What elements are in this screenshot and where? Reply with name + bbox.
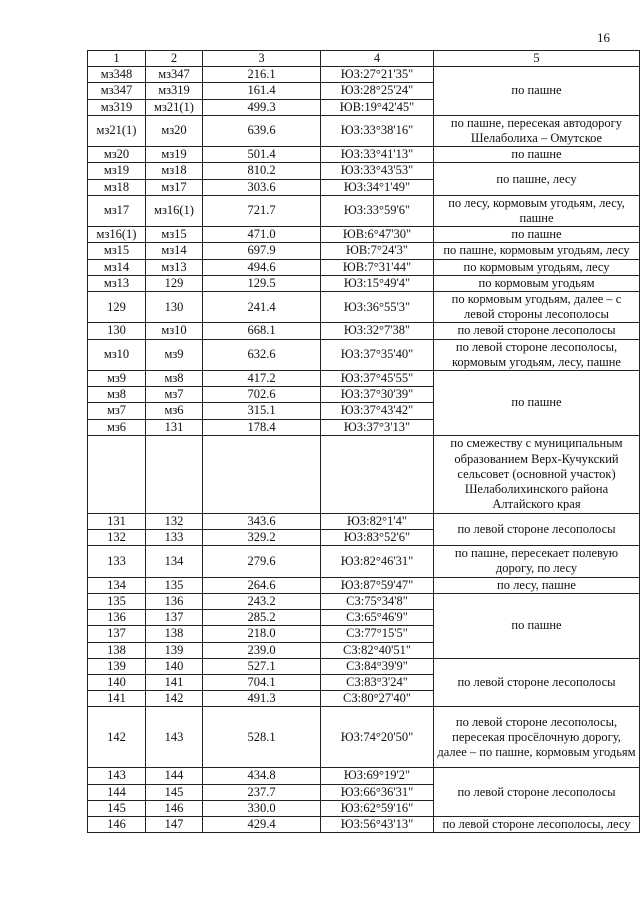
- bearing-cell: ЮЗ:82°46'31": [321, 546, 434, 577]
- point-to-cell: 142: [146, 691, 203, 707]
- length-cell: 129.5: [203, 275, 321, 291]
- point-from-cell: 131: [88, 513, 146, 529]
- description-cell: по пашне: [434, 227, 640, 243]
- bearing-cell: ЮЗ:37°45'55": [321, 371, 434, 387]
- bearing-cell: ЮЗ:33°38'16": [321, 115, 434, 146]
- point-from-cell: 143: [88, 768, 146, 784]
- point-from-cell: мз14: [88, 259, 146, 275]
- bearing-cell: ЮВ:6°47'30": [321, 227, 434, 243]
- point-to-cell: 145: [146, 784, 203, 800]
- point-to-cell: мз13: [146, 259, 203, 275]
- point-from-cell: мз7: [88, 403, 146, 419]
- point-to-cell: 133: [146, 530, 203, 546]
- length-cell: 721.7: [203, 195, 321, 226]
- boundary-table: [87, 50, 640, 833]
- point-from-cell: 134: [88, 577, 146, 593]
- bearing-cell: ЮЗ:34°1'49": [321, 179, 434, 195]
- point-from-cell: мз348: [88, 67, 146, 83]
- bearing-cell: ЮВ:7°24'3": [321, 243, 434, 259]
- point-from-cell: 142: [88, 707, 146, 768]
- description-cell: по левой стороне лесополосы, лесу: [434, 816, 640, 832]
- description-cell: по лесу, кормовым угодьям, лесу, пашне: [434, 195, 640, 226]
- point-from-cell: 132: [88, 530, 146, 546]
- length-cell: 218.0: [203, 626, 321, 642]
- description-cell: по пашне, пересекает полевую дорогу, по лесу: [434, 546, 640, 577]
- table-row: [88, 243, 640, 259]
- point-to-cell: 136: [146, 593, 203, 609]
- point-from-cell: 137: [88, 626, 146, 642]
- length-cell: 528.1: [203, 707, 321, 768]
- point-to-cell: мз319: [146, 83, 203, 99]
- point-from-cell: мз20: [88, 147, 146, 163]
- point-from-cell: мз21(1): [88, 115, 146, 146]
- length-cell: 501.4: [203, 147, 321, 163]
- length-cell: 303.6: [203, 179, 321, 195]
- length-cell: 315.1: [203, 403, 321, 419]
- table-row: [88, 816, 640, 832]
- point-to-cell: 132: [146, 513, 203, 529]
- length-cell: 697.9: [203, 243, 321, 259]
- description-cell: по левой стороне лесополосы, пересекая просёлочную дорогу, далее – по пашне, кормовым угодьям: [434, 707, 640, 768]
- point-to-cell: мз18: [146, 163, 203, 179]
- point-from-cell: [88, 435, 146, 513]
- point-to-cell: 141: [146, 674, 203, 690]
- bearing-cell: ЮВ:19°42'45": [321, 99, 434, 115]
- point-to-cell: 144: [146, 768, 203, 784]
- table-row: [88, 435, 640, 513]
- length-cell: 702.6: [203, 387, 321, 403]
- bearing-cell: СЗ:75°34'8": [321, 593, 434, 609]
- point-from-cell: 146: [88, 816, 146, 832]
- bearing-cell: ЮЗ:37°35'40": [321, 339, 434, 370]
- point-to-cell: 129: [146, 275, 203, 291]
- bearing-cell: ЮЗ:56°43'13": [321, 816, 434, 832]
- point-to-cell: 134: [146, 546, 203, 577]
- page-number: 16: [597, 30, 610, 45]
- length-cell: 471.0: [203, 227, 321, 243]
- length-cell: 279.6: [203, 546, 321, 577]
- point-from-cell: мз13: [88, 275, 146, 291]
- length-cell: 285.2: [203, 610, 321, 626]
- bearing-cell: ЮЗ:87°59'47": [321, 577, 434, 593]
- point-to-cell: мз14: [146, 243, 203, 259]
- table-row: [88, 163, 640, 179]
- length-cell: 632.6: [203, 339, 321, 370]
- point-to-cell: мз21(1): [146, 99, 203, 115]
- table-row: [88, 707, 640, 768]
- point-from-cell: мз15: [88, 243, 146, 259]
- point-from-cell: мз8: [88, 387, 146, 403]
- point-to-cell: мз15: [146, 227, 203, 243]
- point-from-cell: 144: [88, 784, 146, 800]
- description-cell: по пашне, пересекая автодорогу Шелаболиха – Омутское: [434, 115, 640, 146]
- point-to-cell: 139: [146, 642, 203, 658]
- length-cell: 494.6: [203, 259, 321, 275]
- table-header-row: [88, 51, 640, 67]
- point-from-cell: мз19: [88, 163, 146, 179]
- point-to-cell: 146: [146, 800, 203, 816]
- description-cell: по пашне: [434, 593, 640, 658]
- description-cell: по кормовым угодьям: [434, 275, 640, 291]
- point-to-cell: [146, 435, 203, 513]
- point-from-cell: 138: [88, 642, 146, 658]
- table-row: [88, 67, 640, 83]
- bearing-cell: ЮЗ:28°25'24": [321, 83, 434, 99]
- point-to-cell: 138: [146, 626, 203, 642]
- point-from-cell: мз16(1): [88, 227, 146, 243]
- bearing-cell: ЮЗ:62°59'16": [321, 800, 434, 816]
- length-cell: [203, 435, 321, 513]
- length-cell: 237.7: [203, 784, 321, 800]
- bearing-cell: ЮЗ:37°43'42": [321, 403, 434, 419]
- table-row: [88, 658, 640, 674]
- bearing-cell: ЮЗ:69°19'2": [321, 768, 434, 784]
- table-row: [88, 115, 640, 146]
- point-from-cell: мз9: [88, 371, 146, 387]
- bearing-cell: ЮЗ:33°43'53": [321, 163, 434, 179]
- length-cell: 499.3: [203, 99, 321, 115]
- table-row: [88, 593, 640, 609]
- point-from-cell: 139: [88, 658, 146, 674]
- bearing-cell: СЗ:82°40'51": [321, 642, 434, 658]
- length-cell: 639.6: [203, 115, 321, 146]
- table-row: [88, 323, 640, 339]
- point-to-cell: мз19: [146, 147, 203, 163]
- description-cell: по пашне, лесу: [434, 163, 640, 195]
- table-row: [88, 513, 640, 529]
- point-to-cell: мз17: [146, 179, 203, 195]
- point-from-cell: 140: [88, 674, 146, 690]
- description-cell: по смежеству с муниципальным образованием Верх-Кучукский сельсовет (основной участок) Шелаболихинского района Алтайского края: [434, 435, 640, 513]
- description-cell: по кормовым угодьям, далее – с левой стороны лесополосы: [434, 292, 640, 323]
- description-cell: по левой стороне лесополосы, кормовым угодьям, лесу, пашне: [434, 339, 640, 370]
- point-from-cell: мз319: [88, 99, 146, 115]
- length-cell: 239.0: [203, 642, 321, 658]
- length-cell: 434.8: [203, 768, 321, 784]
- point-to-cell: 147: [146, 816, 203, 832]
- description-cell: по кормовым угодьям, лесу: [434, 259, 640, 275]
- length-cell: 243.2: [203, 593, 321, 609]
- length-cell: 264.6: [203, 577, 321, 593]
- length-cell: 417.2: [203, 371, 321, 387]
- point-to-cell: мз7: [146, 387, 203, 403]
- description-cell: по пашне: [434, 67, 640, 116]
- bearing-cell: ЮЗ:82°1'4": [321, 513, 434, 529]
- bearing-cell: ЮЗ:37°3'13": [321, 419, 434, 435]
- bearing-cell: [321, 435, 434, 513]
- point-to-cell: мз20: [146, 115, 203, 146]
- point-from-cell: мз347: [88, 83, 146, 99]
- point-to-cell: 135: [146, 577, 203, 593]
- bearing-cell: СЗ:65°46'9": [321, 610, 434, 626]
- point-from-cell: 130: [88, 323, 146, 339]
- length-cell: 810.2: [203, 163, 321, 179]
- bearing-cell: ЮЗ:36°55'3": [321, 292, 434, 323]
- table-row: [88, 339, 640, 370]
- length-cell: 161.4: [203, 83, 321, 99]
- point-to-cell: мз10: [146, 323, 203, 339]
- header-col-4: 4: [321, 51, 434, 67]
- bearing-cell: СЗ:83°3'24": [321, 674, 434, 690]
- point-from-cell: 129: [88, 292, 146, 323]
- length-cell: 178.4: [203, 419, 321, 435]
- length-cell: 491.3: [203, 691, 321, 707]
- point-from-cell: 136: [88, 610, 146, 626]
- bearing-cell: ЮЗ:83°52'6": [321, 530, 434, 546]
- length-cell: 330.0: [203, 800, 321, 816]
- table-row: [88, 546, 640, 577]
- bearing-cell: ЮЗ:33°59'6": [321, 195, 434, 226]
- point-to-cell: мз6: [146, 403, 203, 419]
- description-cell: по пашне: [434, 371, 640, 436]
- bearing-cell: ЮВ:7°31'44": [321, 259, 434, 275]
- point-to-cell: 130: [146, 292, 203, 323]
- description-cell: по левой стороне лесополосы: [434, 323, 640, 339]
- point-to-cell: мз347: [146, 67, 203, 83]
- description-cell: по левой стороне лесополосы: [434, 513, 640, 545]
- point-from-cell: 135: [88, 593, 146, 609]
- length-cell: 329.2: [203, 530, 321, 546]
- point-from-cell: мз17: [88, 195, 146, 226]
- length-cell: 429.4: [203, 816, 321, 832]
- bearing-cell: ЮЗ:32°7'38": [321, 323, 434, 339]
- bearing-cell: ЮЗ:66°36'31": [321, 784, 434, 800]
- length-cell: 704.1: [203, 674, 321, 690]
- point-from-cell: 145: [88, 800, 146, 816]
- point-from-cell: 141: [88, 691, 146, 707]
- table-row: [88, 768, 640, 784]
- point-to-cell: 137: [146, 610, 203, 626]
- bearing-cell: СЗ:77°15'5": [321, 626, 434, 642]
- bearing-cell: СЗ:80°27'40": [321, 691, 434, 707]
- point-from-cell: мз10: [88, 339, 146, 370]
- bearing-cell: ЮЗ:15°49'4": [321, 275, 434, 291]
- bearing-cell: ЮЗ:33°41'13": [321, 147, 434, 163]
- bearing-cell: ЮЗ:74°20'50": [321, 707, 434, 768]
- table-row: [88, 292, 640, 323]
- point-to-cell: мз16(1): [146, 195, 203, 226]
- description-cell: по лесу, пашне: [434, 577, 640, 593]
- length-cell: 241.4: [203, 292, 321, 323]
- point-from-cell: 133: [88, 546, 146, 577]
- length-cell: 343.6: [203, 513, 321, 529]
- table-row: [88, 147, 640, 163]
- length-cell: 527.1: [203, 658, 321, 674]
- header-col-2: 2: [146, 51, 203, 67]
- length-cell: 216.1: [203, 67, 321, 83]
- description-cell: по пашне, кормовым угодьям, лесу: [434, 243, 640, 259]
- description-cell: по левой стороне лесополосы: [434, 768, 640, 817]
- bearing-cell: СЗ:84°39'9": [321, 658, 434, 674]
- table-row: [88, 371, 640, 387]
- description-cell: по левой стороне лесополосы: [434, 658, 640, 707]
- header-col-1: 1: [88, 51, 146, 67]
- description-cell: по пашне: [434, 147, 640, 163]
- table-row: [88, 259, 640, 275]
- point-to-cell: мз9: [146, 339, 203, 370]
- point-to-cell: 143: [146, 707, 203, 768]
- header-col-3: 3: [203, 51, 321, 67]
- table-row: [88, 275, 640, 291]
- point-to-cell: мз8: [146, 371, 203, 387]
- length-cell: 668.1: [203, 323, 321, 339]
- table-row: [88, 195, 640, 226]
- table-row: [88, 227, 640, 243]
- table-row: [88, 577, 640, 593]
- bearing-cell: ЮЗ:37°30'39": [321, 387, 434, 403]
- point-to-cell: 140: [146, 658, 203, 674]
- header-col-5: 5: [434, 51, 640, 67]
- point-from-cell: мз18: [88, 179, 146, 195]
- point-from-cell: мз6: [88, 419, 146, 435]
- bearing-cell: ЮЗ:27°21'35": [321, 67, 434, 83]
- point-to-cell: 131: [146, 419, 203, 435]
